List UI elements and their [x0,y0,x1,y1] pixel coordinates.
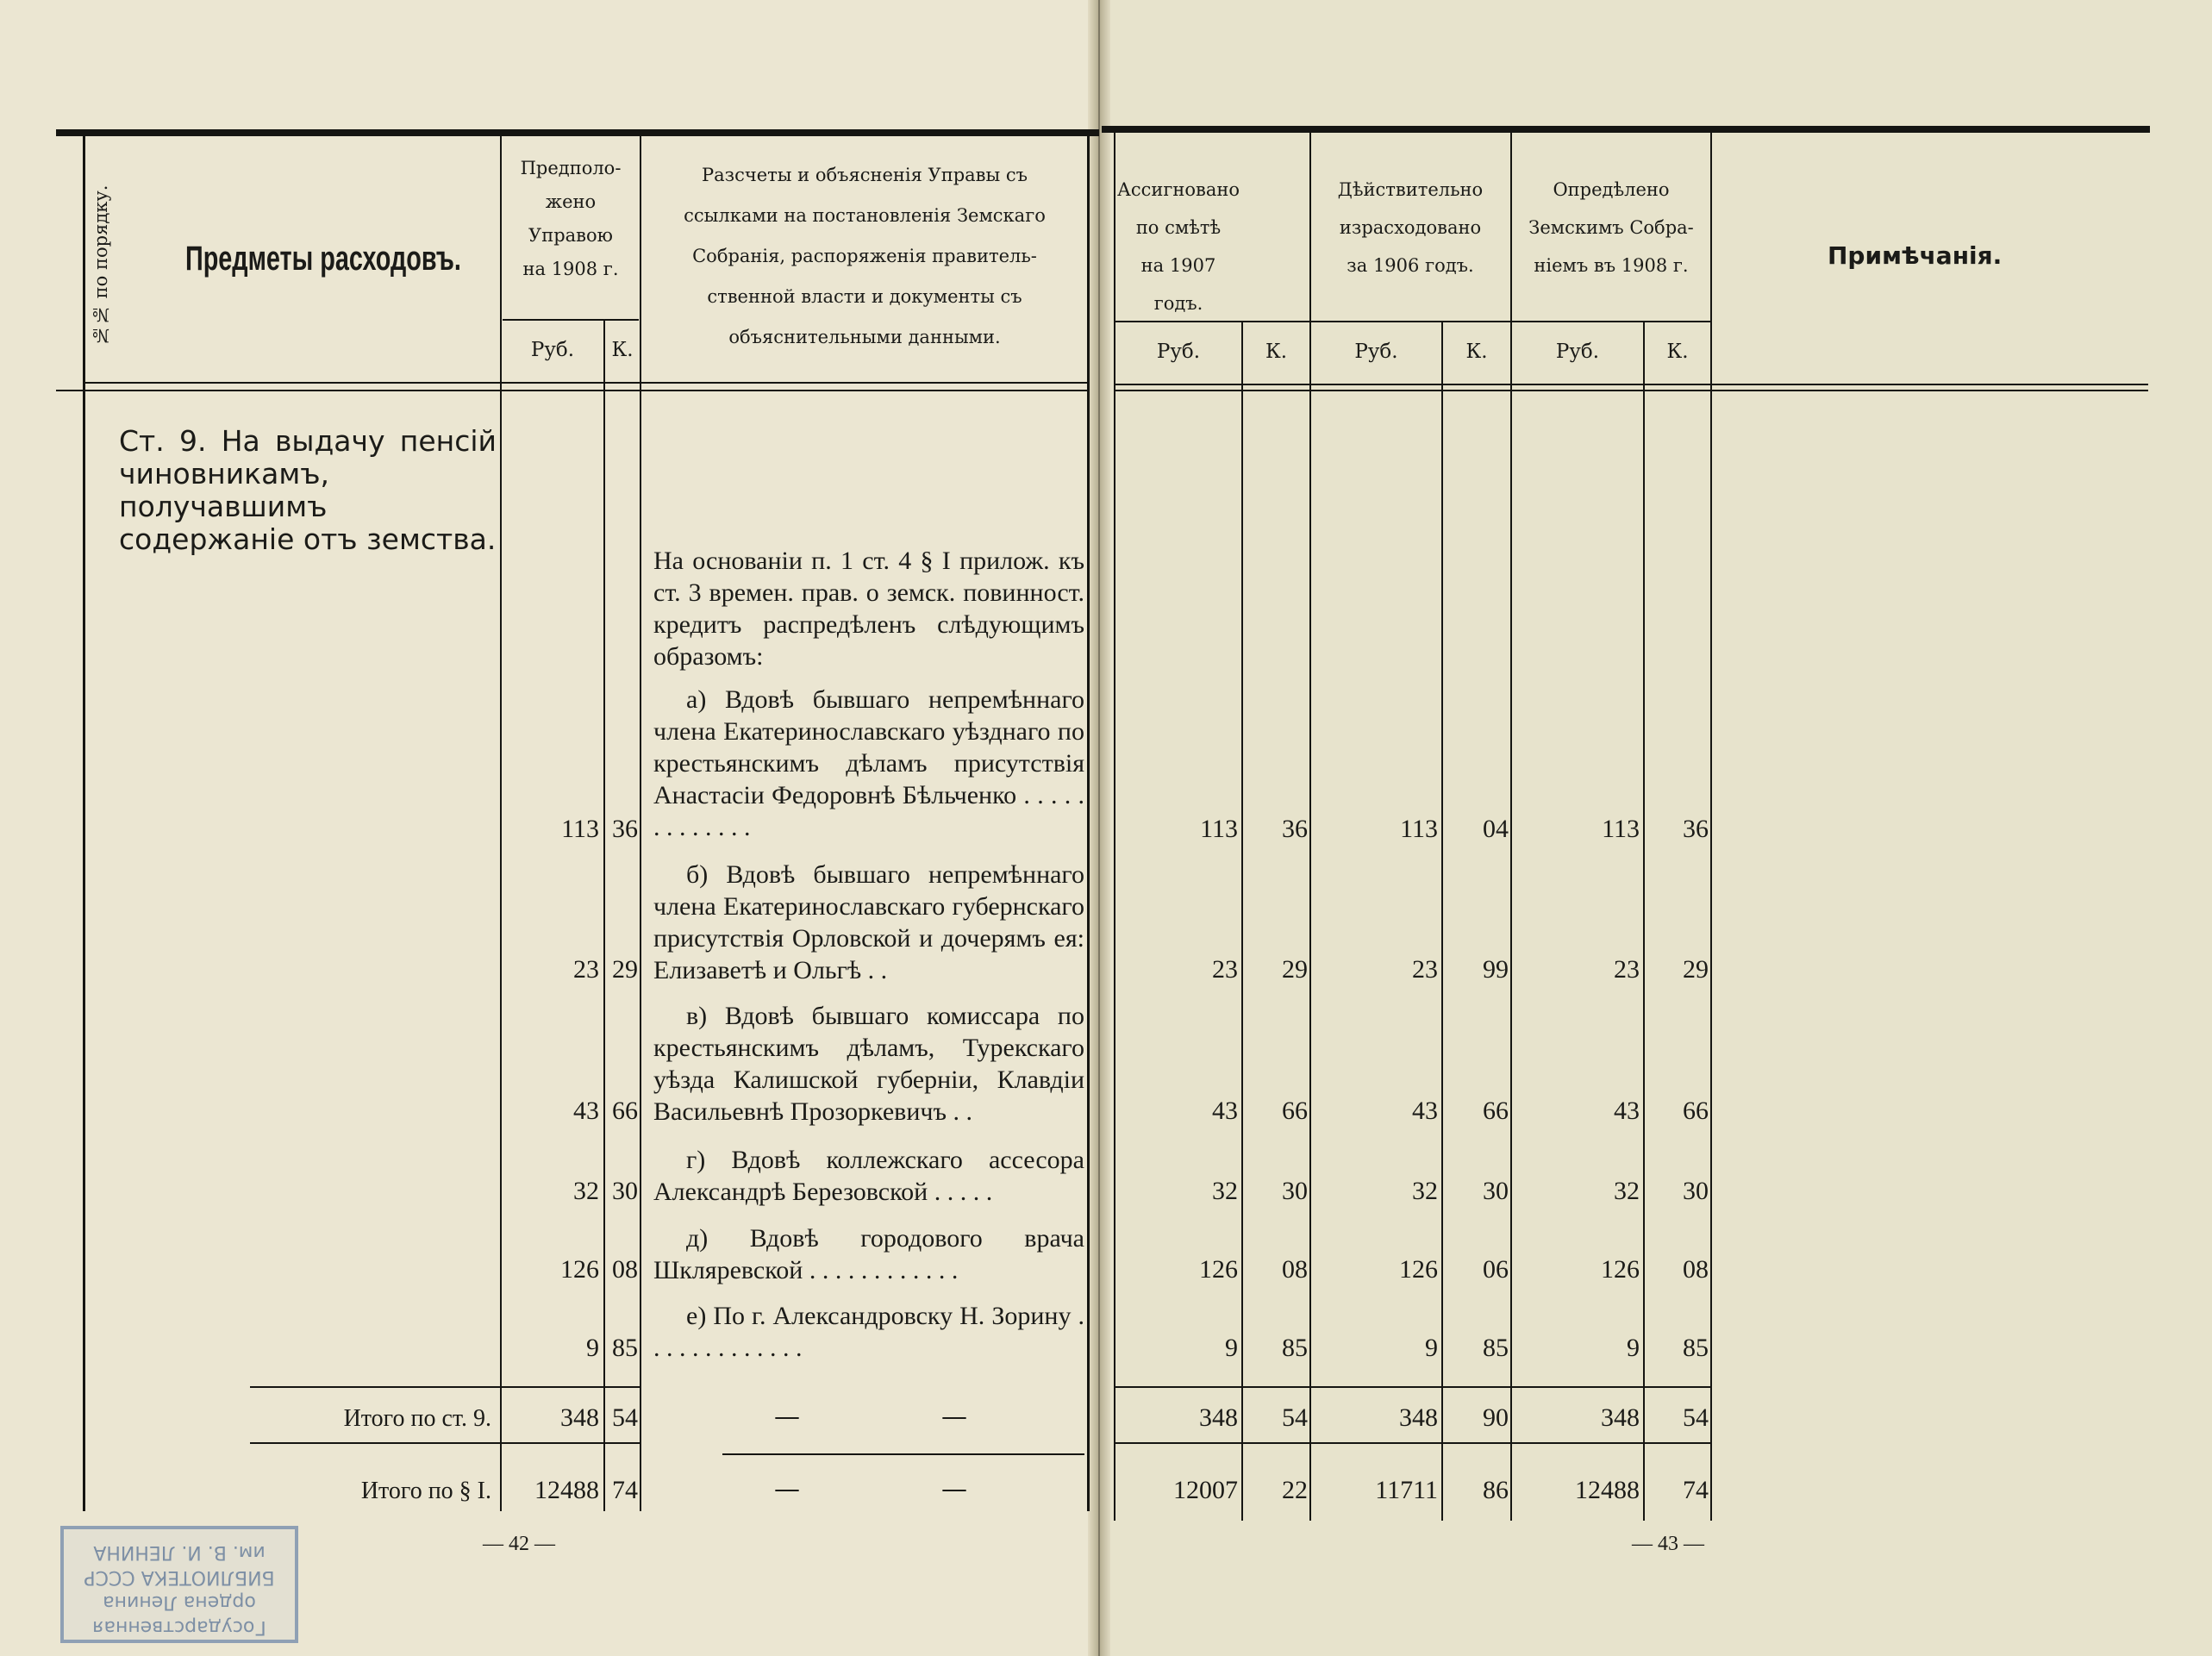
left-page-number: — 42 — [483,1533,555,1555]
header-rule-left-2 [56,390,1087,391]
assigned-total-section-rub: 12007 [1173,1476,1238,1504]
assigned-total-article-rub: 348 [1199,1403,1238,1432]
total-section-kop: 74 [612,1476,638,1504]
determined-total-section-rub: 12488 [1575,1476,1640,1504]
totals-rule-right-1 [1114,1386,1710,1388]
spent-rub-e: 9 [1425,1334,1438,1362]
notes-col-header: Примѣчанія. [1828,241,2003,270]
determined-total-article-rub: 348 [1601,1403,1640,1432]
total-article-rub: 348 [560,1403,599,1432]
spent-kop-e: 85 [1483,1334,1509,1362]
right-page-number: — 43 — [1632,1533,1704,1555]
proposed-col-header: Предполо- жено Управою на 1908 г. [520,158,622,279]
determined-rub-d: 126 [1601,1255,1640,1284]
spent-rub-b: 23 [1412,955,1438,984]
proposed-rub-header: Руб. [530,339,575,361]
assigned-rub-g: 32 [1212,1177,1238,1205]
assigned-kop-header: К. [1265,341,1288,363]
spent-kop-g: 30 [1483,1177,1509,1205]
determined-kop-a: 36 [1683,815,1709,843]
totals-rule-right-2 [1114,1442,1710,1444]
determined-kop-header: К. [1666,341,1689,363]
spent-total-section-rub: 11711 [1375,1476,1438,1504]
assigned-total-article-kop: 54 [1282,1403,1308,1432]
determined-rub-v: 43 [1614,1097,1640,1125]
totals-rule-a [250,1386,500,1388]
header-rule-right-2 [1114,390,2148,391]
spent-kop-v: 66 [1483,1097,1509,1125]
proposed-kop-header: К. [611,339,634,361]
proposed-rub-e: 9 [586,1334,599,1362]
determined-rub-b: 23 [1614,955,1640,984]
assigned-rub-v: 43 [1212,1097,1238,1125]
header-rule-right-1 [1114,384,2148,385]
proposed-rub-b: 23 [573,955,599,984]
total-section-label: Итого по § I. [360,1478,491,1504]
totals-rule-e [722,1453,1084,1455]
assigned-rub-e: 9 [1225,1334,1238,1362]
totals-rule-c [250,1442,500,1444]
proposed-rub-v: 43 [573,1097,599,1125]
header-rule-left-1 [83,382,1087,384]
determined-total-article-kop: 54 [1683,1403,1709,1432]
proposed-kop-b: 29 [612,955,638,984]
spent-col-header: Дѣйствительно израсходовано за 1906 годъ. [1337,179,1484,276]
top-rule-left [56,129,1099,136]
explanations-col-header: Разсчеты и объясненія Управы съ ссылками на постановленія Земскаго Собранія, распоряженія правитель- ственной власти и документы съ объяснительными данными. [684,165,1046,347]
assigned-rub-a: 113 [1200,815,1238,843]
totals-rule-d [502,1442,641,1444]
proposed-rub-a: 113 [561,815,599,843]
total-section-dash2: — [941,1474,967,1504]
determined-kop-g: 30 [1683,1177,1709,1205]
proposed-kop-g: 30 [612,1177,638,1205]
assigned-kop-b: 29 [1282,955,1308,984]
proposed-rub-d: 126 [560,1255,599,1284]
determined-rub-g: 32 [1614,1177,1640,1205]
proposed-kop-e: 85 [612,1334,638,1362]
library-stamp: Государственная ордена Ленина БИБЛИОТЕКА СССР им. В. И. ЛЕНИНА [60,1526,298,1643]
unit-rule-left [503,319,639,321]
assigned-kop-v: 66 [1282,1097,1308,1125]
assigned-kop-d: 08 [1282,1255,1308,1284]
total-article-dash1: — [774,1402,800,1432]
determined-rub-header: Руб. [1555,341,1600,363]
entry-b-text: б) Вдовѣ бывшаго непремѣннаго члена Екатеринославскаго губернскаго присутствія Орловской и дочерямъ ея: Елизаветѣ и Ольгѣ . . [653,860,1084,984]
total-article-kop: 54 [612,1403,638,1432]
determined-kop-e: 85 [1683,1334,1709,1362]
spent-total-article-kop: 90 [1483,1403,1509,1432]
order-col-header: №№ по порядку. [91,184,111,346]
entry-d-text: д) Вдовѣ городового врача Шкляревской . . . . . . . . . . . . [653,1224,1084,1284]
spent-rub-g: 32 [1412,1177,1438,1205]
determined-kop-b: 29 [1683,955,1709,984]
proposed-kop-v: 66 [612,1097,638,1125]
assigned-rub-d: 126 [1199,1255,1238,1284]
assigned-rub-header: Руб. [1156,341,1201,363]
determined-rub-e: 9 [1627,1334,1640,1362]
entry-e-text: е) По г. Александровску Н. Зорину . . . . . . . . . . . . . [653,1302,1084,1362]
totals-rule-b [502,1386,641,1388]
item-title: Ст. 9. На выдачу пенсій чиновникамъ, получавшимъ содержаніе отъ земства. [119,424,497,556]
spent-rub-header: Руб. [1354,341,1398,363]
entry-g-text: г) Вдовѣ коллежскаго ассесора Александрѣ Березовской . . . . . [653,1146,1084,1206]
entry-v-text: в) Вдовѣ бывшаго комиссара по крестьянскимъ дѣламъ, Турекскаго уѣзда Калишской губерніи, Клавдіи Васильевнѣ Прозоркевичъ . . [653,1002,1084,1126]
proposed-kop-d: 08 [612,1255,638,1284]
entry-a-text: а) Вдовѣ бывшаго непремѣннаго члена Екатеринославскаго уѣзднаго по крестьянскимъ дѣламъ присутствія Анастасіи Федоровнѣ Бѣльченко . . . . . . . . . . . . . [653,685,1084,841]
spent-kop-b: 99 [1483,955,1509,984]
spent-rub-d: 126 [1399,1255,1438,1284]
spent-rub-v: 43 [1412,1097,1438,1125]
assigned-col-header: Ассигновано по смѣтѣ на 1907 годъ. [1116,179,1240,314]
subjects-col-header: Предметы расходовъ. [185,240,461,278]
assigned-total-section-kop: 22 [1282,1476,1308,1504]
spent-kop-a: 04 [1483,815,1509,843]
assigned-kop-g: 30 [1282,1177,1308,1205]
total-article-label: Итого по ст. 9. [343,1405,491,1432]
proposed-rub-g: 32 [573,1177,599,1205]
determined-kop-d: 08 [1683,1255,1709,1284]
determined-kop-v: 66 [1683,1097,1709,1125]
total-section-dash1: — [774,1474,800,1504]
spent-kop-d: 06 [1483,1255,1509,1284]
spent-kop-header: К. [1465,341,1488,363]
book-gutter [1088,0,1110,1656]
determined-total-section-kop: 74 [1683,1476,1709,1504]
determined-rub-a: 113 [1602,815,1640,843]
assigned-rub-b: 23 [1212,955,1238,984]
assigned-kop-a: 36 [1282,815,1308,843]
spent-rub-a: 113 [1400,815,1438,843]
spent-total-section-kop: 86 [1483,1476,1509,1504]
total-article-dash2: — [941,1402,967,1432]
explanation-intro: На основаніи п. 1 ст. 4 § I прилож. къ ст. 3 времен. прав. о земск. повинност. кредитъ распредѣленъ слѣдующимъ образомъ: [653,547,1084,671]
total-section-rub: 12488 [534,1476,599,1504]
assigned-kop-e: 85 [1282,1334,1308,1362]
spent-total-article-rub: 348 [1399,1403,1438,1432]
proposed-kop-a: 36 [612,815,638,843]
top-rule-right [1102,126,2150,133]
determined-col-header: Опредѣлено Земскимъ Собра- ніемъ въ 1908 г. [1528,179,1694,276]
